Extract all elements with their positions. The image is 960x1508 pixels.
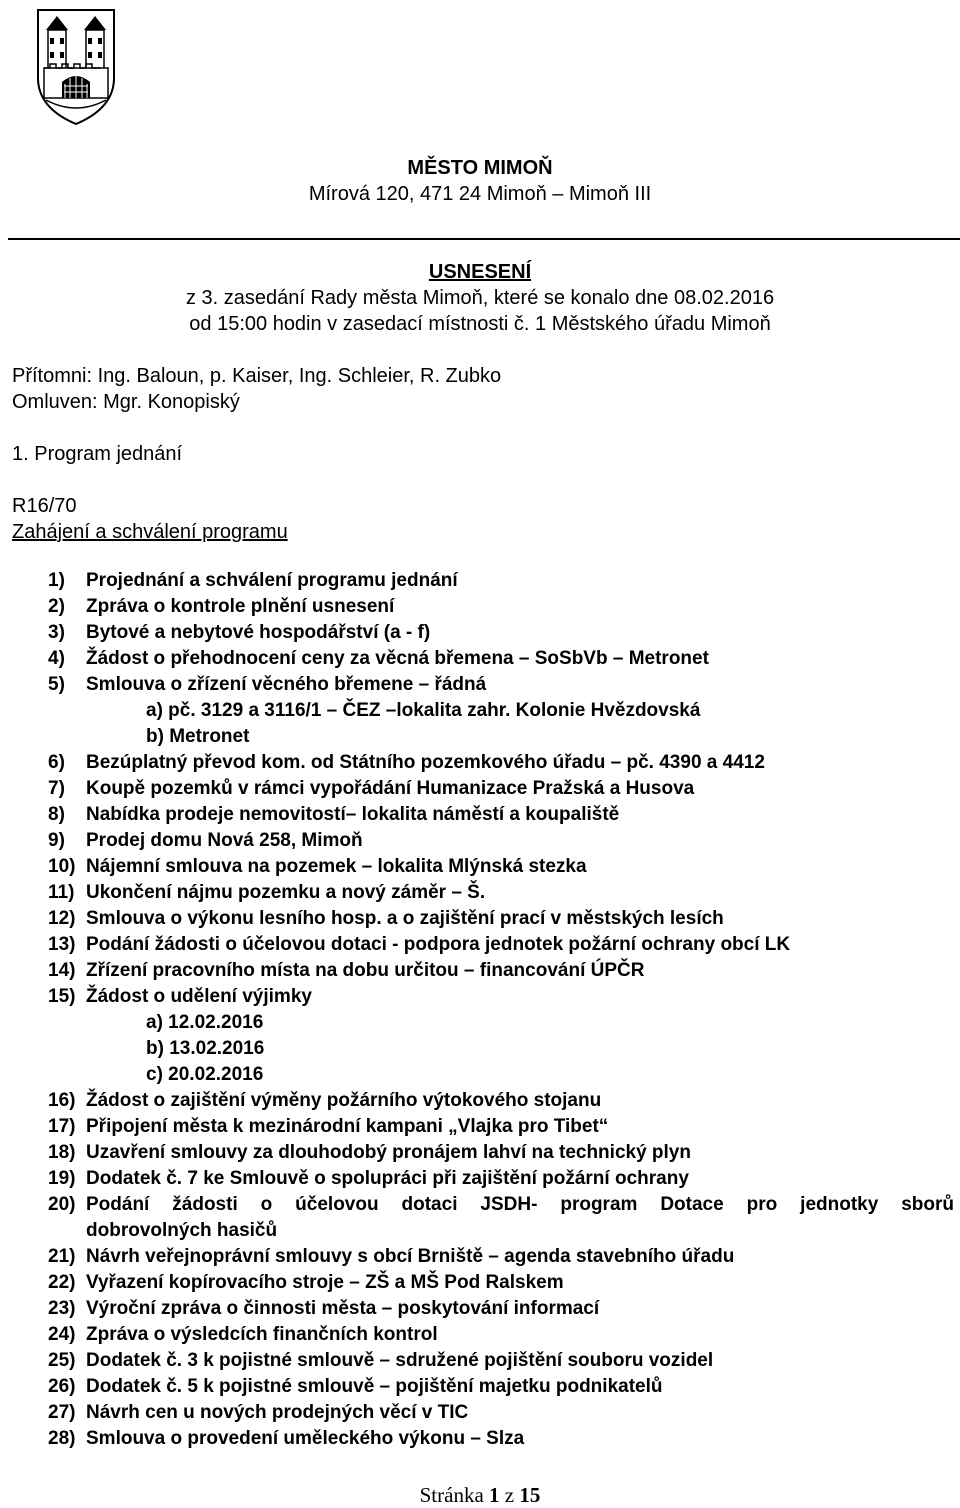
item-number: 12) [48,908,76,929]
item-number: 17) [48,1116,76,1137]
section-title: 1. Program jednání [12,443,183,465]
page-total: 15 [519,1483,541,1507]
item-number: 14) [48,960,76,981]
list-item [48,1166,954,1192]
list-item [48,1296,954,1322]
item-text: Smlouva o výkonu lesního hosp. a o zajištění prací v městských lesích [86,908,724,929]
item-number: 27) [48,1402,76,1423]
item-text: Podání žádosti o účelovou dotaci - podpora jednotek požární ochrany obcí LK [86,934,791,955]
list-item [48,1348,954,1374]
item-number: 23) [48,1298,76,1319]
item-number: 19) [48,1168,76,1189]
list-item [48,1400,954,1426]
item-text: Výroční zpráva o činnosti města – poskytování informací [86,1298,600,1319]
list-item [48,984,954,1010]
list-item [48,750,954,776]
item-number: 15) [48,986,76,1007]
item-text: Zpráva o výsledcích finančních kontrol [86,1324,438,1345]
list-subitem [48,698,954,724]
item-text: Dodatek č. 7 ke Smlouvě o spolupráci při zajištění požární ochrany [86,1168,689,1189]
coat-of-arms-icon [36,8,116,126]
list-item [48,932,954,958]
list-item [48,1426,954,1452]
item-text: Ukončení nájmu pozemku a nový záměr – Š. [86,882,486,903]
resolution-number: R16/70 [12,495,77,517]
list-item [48,1114,954,1140]
list-item [48,906,954,932]
list-subitem [48,1036,954,1062]
item-text: Nájemní smlouva na pozemek – lokalita Mlýnská stezka [86,856,587,877]
resolution-heading: USNESENÍ [428,261,532,283]
attendance-excused: Omluven: Mgr. Konopiský [12,391,240,413]
page-separator: z [504,1483,515,1507]
item-number: 4) [48,648,65,669]
list-item [48,1322,954,1348]
item-number: 13) [48,934,76,955]
item-number: 20) [48,1194,76,1215]
item-number: 7) [48,778,65,799]
list-item [48,828,954,854]
item-text-continued: dobrovolných hasičů [86,1220,278,1241]
item-number: 25) [48,1350,76,1371]
list-item [48,958,954,984]
item-number: 5) [48,674,65,695]
resolution-title: Zahájení a schválení programu [12,521,288,543]
attendance-present: Přítomni: Ing. Baloun, p. Kaiser, Ing. Schleier, R. Zubko [12,365,502,387]
list-subitem [48,724,954,750]
item-text: Uzavření smlouvy za dlouhodobý pronájem lahví na technický plyn [86,1142,691,1163]
item-text: Návrh veřejnoprávní smlouvy s obcí Brniště – agenda stavebního úřadu [86,1246,735,1267]
list-item [48,802,954,828]
list-item [48,1192,954,1244]
city-title: MĚSTO MIMOŇ [407,157,553,179]
item-number: 1) [48,570,65,591]
item-text: Podání žádosti o účelovou dotaci JSDH- program Dotace pro jednotky sborů [86,1194,954,1215]
item-text: Smlouva o provedení uměleckého výkonu – Slza [86,1428,525,1449]
item-number: 6) [48,752,65,773]
subitem-text: c) 20.02.2016 [146,1064,264,1085]
item-number: 8) [48,804,65,825]
item-text: Zřízení pracovního místa na dobu určitou – financování ÚPČR [86,960,645,981]
item-text: Smlouva o zřízení věcného břemene – řádná [86,674,487,695]
item-text: Žádost o přehodnocení ceny za věcná břemena – SoSbVb – Metronet [86,648,709,669]
list-item [48,776,954,802]
item-text: Dodatek č. 3 k pojistné smlouvě – sdružené pojištění souboru vozidel [86,1350,714,1371]
subitem-text: a) pč. 3129 a 3116/1 – ČEZ –lokalita zahr. Kolonie Hvězdovská [146,700,701,721]
page-footer [0,1482,960,1508]
item-text: Koupě pozemků v rámci vypořádání Humanizace Pražská a Husova [86,778,695,799]
page-label: Stránka [419,1483,484,1507]
list-item [48,1088,954,1114]
item-number: 3) [48,622,65,643]
subitem-text: b) Metronet [146,726,250,747]
item-number: 9) [48,830,65,851]
list-item [48,646,954,672]
item-number: 10) [48,856,76,877]
list-item [48,854,954,880]
page-current: 1 [489,1483,500,1507]
item-number: 26) [48,1376,76,1397]
item-text: Bytové a nebytové hospodářství (a - f) [86,622,431,643]
list-item [48,1374,954,1400]
city-address: Mírová 120, 471 24 Mimoň – Mimoň III [308,183,652,205]
item-text: Vyřazení kopírovacího stroje – ZŠ a MŠ Pod Ralskem [86,1272,564,1293]
item-number: 24) [48,1324,76,1345]
header-divider [8,238,960,240]
subitem-text: b) 13.02.2016 [146,1038,265,1059]
list-subitem [48,1010,954,1036]
item-text: Připojení města k mezinárodní kampani „Vlajka pro Tibet“ [86,1116,609,1137]
list-item [48,594,954,620]
list-item [48,1140,954,1166]
item-text: Žádost o udělení výjimky [86,986,312,1007]
item-text: Návrh cen u nových prodejných věcí v TIC [86,1402,469,1423]
item-number: 16) [48,1090,76,1111]
item-number: 11) [48,882,75,903]
item-number: 18) [48,1142,76,1163]
session-line-2: od 15:00 hodin v zasedací místnosti č. 1 Městského úřadu Mimoň [189,313,771,335]
list-item [48,1244,954,1270]
coat-of-arms-logo [36,8,116,126]
list-item [48,672,954,698]
list-item [48,1270,954,1296]
item-number: 22) [48,1272,76,1293]
item-text: Dodatek č. 5 k pojistné smlouvě – pojištění majetku podnikatelů [86,1376,663,1397]
item-text: Projednání a schválení programu jednání [86,570,458,591]
session-line-1: z 3. zasedání Rady města Mimoň, které se konalo dne 08.02.2016 [185,287,775,309]
list-item [48,880,954,906]
item-number: 28) [48,1428,76,1449]
item-number: 21) [48,1246,76,1267]
item-number: 2) [48,596,65,617]
list-item [48,568,954,594]
item-text: Zpráva o kontrole plnění usnesení [86,596,395,617]
item-text: Nabídka prodeje nemovitostí– lokalita náměstí a koupaliště [86,804,620,825]
list-item [48,620,954,646]
item-text: Bezúplatný převod kom. od Státního pozemkového úřadu – pč. 4390 a 4412 [86,752,765,773]
agenda-list [48,568,954,1452]
subitem-text: a) 12.02.2016 [146,1012,264,1033]
item-text: Žádost o zajištění výměny požárního výtokového stojanu [86,1090,602,1111]
item-text: Prodej domu Nová 258, Mimoň [86,830,363,851]
list-subitem [48,1062,954,1088]
